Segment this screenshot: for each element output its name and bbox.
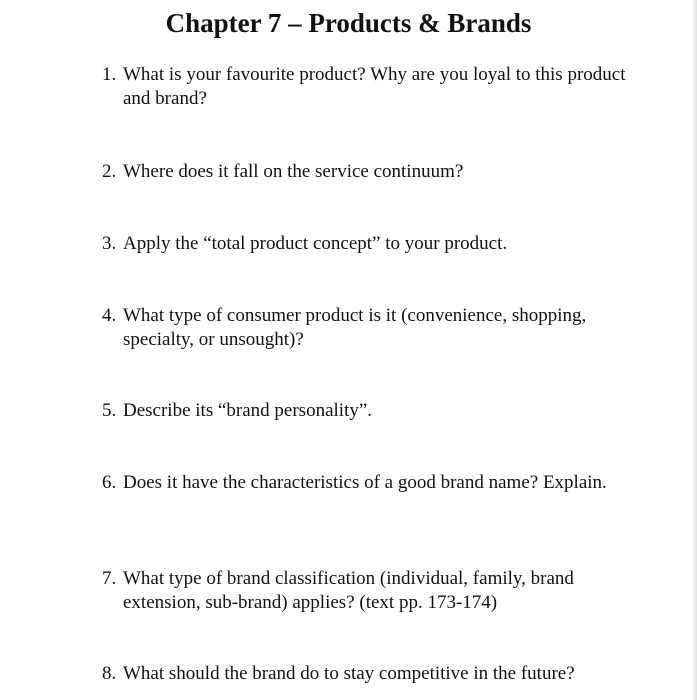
question-text: What is your favourite product? Why are you loyal to this product and brand? <box>123 64 626 109</box>
question-item <box>102 160 642 184</box>
question-text: What type of consumer product is it (convenience, shopping, specialty, or unsought)? <box>123 305 587 350</box>
question-item <box>102 471 642 495</box>
question-text: Describe its “brand personality”. <box>123 400 373 421</box>
question-item <box>102 567 642 615</box>
question-text: What should the brand do to stay competitive in the future? <box>123 663 575 684</box>
question-text: What type of brand classification (individual, family, brand extension, sub-brand) applies? (text pp. 173-174) <box>123 568 574 613</box>
question-item <box>102 399 642 423</box>
question-text: Apply the “total product concept” to your product. <box>123 233 508 254</box>
question-item <box>102 304 642 352</box>
question-number: 3. <box>102 233 117 254</box>
question-number: 7. <box>102 568 117 589</box>
question-text: Where does it fall on the service continuum? <box>123 161 464 182</box>
question-number: 6. <box>102 472 117 493</box>
question-number: 4. <box>102 305 117 326</box>
page-edge-shadow <box>691 0 697 700</box>
question-item <box>102 662 642 686</box>
question-number: 5. <box>102 400 117 421</box>
question-item <box>102 232 642 256</box>
question-number: 8. <box>102 663 117 684</box>
question-number: 2. <box>102 161 117 182</box>
question-number: 1. <box>102 64 117 85</box>
question-text: Does it have the characteristics of a good brand name? Explain. <box>123 472 607 493</box>
question-item <box>102 63 642 111</box>
page-title: Chapter 7 – Products & Brands <box>165 8 532 38</box>
